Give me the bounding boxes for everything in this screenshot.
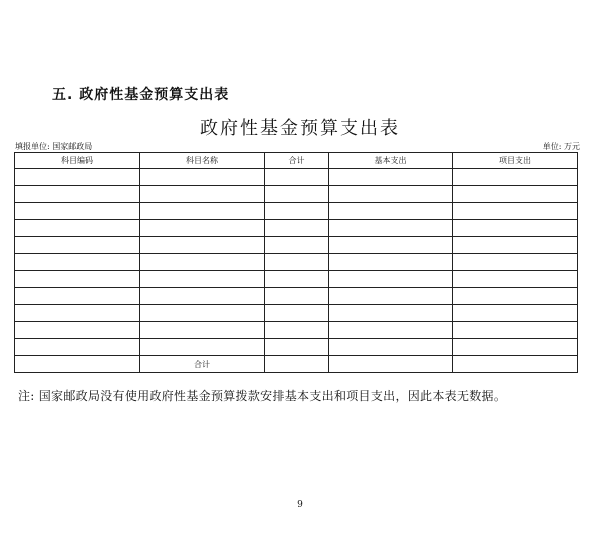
table-cell	[140, 288, 265, 305]
table-cell	[453, 237, 578, 254]
table-cell	[15, 271, 140, 288]
footnote: 注: 国家邮政局没有使用政府性基金预算拨款安排基本支出和项目支出，因此本表无数据。	[18, 389, 507, 403]
table-cell	[15, 169, 140, 186]
table-cell	[329, 356, 453, 373]
table-header-row	[15, 153, 578, 169]
expenditure-table	[14, 152, 578, 373]
table-cell	[453, 220, 578, 237]
table-cell	[15, 203, 140, 220]
table-row	[15, 254, 578, 271]
header-subject-code: 科目编码	[15, 153, 140, 169]
page-number: 9	[297, 500, 303, 510]
table-cell	[265, 220, 329, 237]
table-row	[15, 271, 578, 288]
table-cell	[329, 254, 453, 271]
table-cell	[140, 169, 265, 186]
table-cell	[265, 288, 329, 305]
table-cell	[453, 254, 578, 271]
table-cell	[140, 339, 265, 356]
table-cell	[453, 288, 578, 305]
table-cell	[265, 339, 329, 356]
total-row-label: 合计	[140, 356, 265, 373]
table-row	[15, 237, 578, 254]
table-cell	[140, 322, 265, 339]
table-cell	[140, 220, 265, 237]
table-cell	[329, 305, 453, 322]
table-cell	[329, 169, 453, 186]
table-cell	[453, 169, 578, 186]
table-cell	[453, 271, 578, 288]
table-cell	[329, 322, 453, 339]
table-cell	[453, 356, 578, 373]
table-cell	[15, 339, 140, 356]
table-cell	[15, 186, 140, 203]
table-cell	[329, 288, 453, 305]
currency-unit-label: 单位: 万元	[542, 142, 580, 151]
table-cell	[15, 237, 140, 254]
table-row	[15, 322, 578, 339]
table-row	[15, 339, 578, 356]
table-cell	[329, 271, 453, 288]
table-title: 政府性基金预算支出表	[200, 118, 400, 139]
table-cell	[265, 203, 329, 220]
table-cell	[265, 169, 329, 186]
header-basic-expenditure: 基本支出	[329, 153, 453, 169]
table-cell	[140, 203, 265, 220]
table-row	[15, 288, 578, 305]
table-cell	[265, 305, 329, 322]
table-total-row	[15, 356, 578, 373]
table-cell	[15, 220, 140, 237]
table-cell	[453, 305, 578, 322]
table-row	[15, 305, 578, 322]
table-row	[15, 220, 578, 237]
header-total: 合计	[265, 153, 329, 169]
table-cell	[265, 271, 329, 288]
table-cell	[453, 339, 578, 356]
table-cell	[265, 356, 329, 373]
table-cell	[265, 186, 329, 203]
header-project-expenditure: 项目支出	[453, 153, 578, 169]
table-row	[15, 203, 578, 220]
table-row	[15, 169, 578, 186]
table-cell	[15, 288, 140, 305]
table-cell	[329, 186, 453, 203]
section-heading: 五. 政府性基金预算支出表	[52, 87, 230, 103]
table-cell	[329, 203, 453, 220]
table-cell	[140, 237, 265, 254]
table-cell	[15, 322, 140, 339]
table-cell	[140, 186, 265, 203]
table-cell	[329, 339, 453, 356]
reporting-unit-label: 填报单位: 国家邮政局	[15, 142, 93, 151]
table-cell	[15, 305, 140, 322]
table-cell	[140, 305, 265, 322]
header-subject-name: 科目名称	[140, 153, 265, 169]
table-cell	[140, 254, 265, 271]
table-cell	[15, 356, 140, 373]
table-cell	[329, 220, 453, 237]
table-cell	[15, 254, 140, 271]
table-row	[15, 186, 578, 203]
table-body	[15, 169, 578, 373]
table-cell	[453, 186, 578, 203]
table-cell	[265, 322, 329, 339]
table-cell	[453, 322, 578, 339]
table-cell	[140, 271, 265, 288]
table-cell	[329, 237, 453, 254]
table-cell	[265, 254, 329, 271]
table-cell	[453, 203, 578, 220]
table-cell	[265, 237, 329, 254]
